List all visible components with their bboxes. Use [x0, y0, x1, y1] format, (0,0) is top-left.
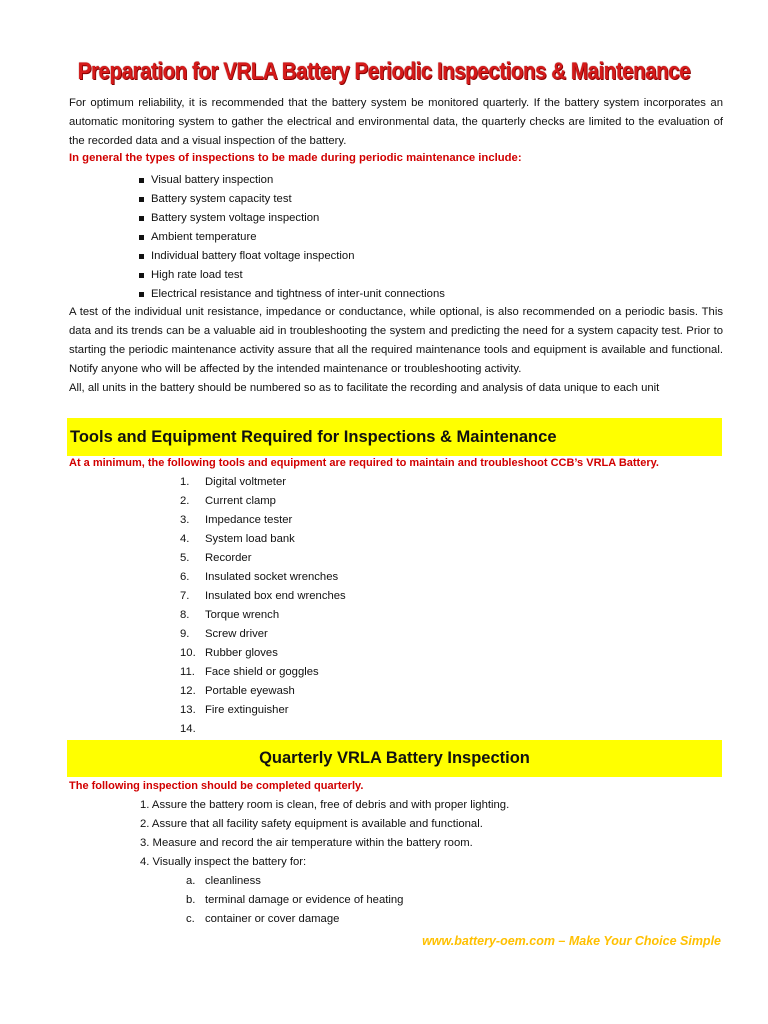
- list-item: [180, 625, 346, 644]
- list-item: [180, 473, 346, 492]
- item-number: 13.: [180, 704, 196, 716]
- tools-section-heading: Tools and Equipment Required for Inspections & Maintenance: [67, 418, 722, 456]
- item-letter: a.: [186, 875, 196, 887]
- list-item: [180, 644, 346, 663]
- item-number: 12.: [180, 685, 196, 697]
- visual-inspection-sublist: [186, 872, 403, 929]
- inspection-types-heading: In general the types of inspections to be made during periodic maintenance include:: [69, 152, 522, 164]
- list-item: [186, 872, 403, 891]
- list-item: Ambient temperature: [139, 228, 445, 247]
- list-item: [186, 891, 403, 910]
- tools-section-note: At a minimum, the following tools and equipment are required to maintain and troubleshoot CCB’s VRLA Battery.: [69, 457, 659, 469]
- item-number: 4.: [180, 533, 190, 545]
- inspection-types-list: [139, 171, 445, 304]
- item-label: System load bank: [205, 533, 295, 545]
- quarterly-section-note: The following inspection should be completed quarterly.: [69, 780, 364, 792]
- quarterly-section-heading: Quarterly VRLA Battery Inspection: [67, 740, 722, 777]
- footer-link[interactable]: www.battery-oem.com – Make Your Choice Simple: [422, 934, 721, 948]
- list-item: 1. Assure the battery room is clean, free of debris and with proper lighting.: [140, 799, 510, 811]
- quarterly-steps-list: [140, 796, 509, 872]
- list-item: [180, 682, 346, 701]
- item-number: 3.: [180, 514, 190, 526]
- item-label: Fire extinguisher: [205, 704, 289, 716]
- item-label: Current clamp: [205, 495, 276, 507]
- list-item: [180, 606, 346, 625]
- item-label: container or cover damage: [205, 913, 340, 925]
- list-item: 4. Visually inspect the battery for:: [140, 856, 307, 868]
- list-item: Visual battery inspection: [139, 171, 445, 190]
- item-label: Impedance tester: [205, 514, 293, 526]
- item-label: Insulated box end wrenches: [205, 590, 346, 602]
- item-number: 8.: [180, 609, 190, 621]
- item-number: 5.: [180, 552, 190, 564]
- numbering-note: All, all units in the battery should be numbered so as to facilitate the recording and analysis of data unique to each unit: [69, 382, 660, 394]
- item-label: Rubber gloves: [205, 647, 278, 659]
- body-paragraph: A test of the individual unit resistance, impedance or conductance, while optional, is also recommended on a periodic basis. This data and its trends can be a valuable aid in troubleshooting the system and predicting the need for a system capacity test. Prior to starting the periodic maintenance activity assure that all the required maintenance tools and equipment is available and functional. Notify anyone who will be affected by the intended maintenance or troubleshooting activity.: [69, 306, 723, 375]
- list-item: High rate load test: [139, 266, 445, 285]
- item-number: 14.: [180, 723, 196, 735]
- list-item: [180, 663, 346, 682]
- list-item: [180, 511, 346, 530]
- list-item: [180, 568, 346, 587]
- item-label: cleanliness: [205, 875, 261, 887]
- item-label: Insulated socket wrenches: [205, 571, 339, 583]
- item-label: Digital voltmeter: [205, 476, 286, 488]
- list-item: Individual battery float voltage inspection: [139, 247, 445, 266]
- list-item: Battery system voltage inspection: [139, 209, 445, 228]
- item-number: 1.: [180, 476, 190, 488]
- item-label: Recorder: [205, 552, 252, 564]
- item-number: 2.: [180, 495, 190, 507]
- item-label: Torque wrench: [205, 609, 280, 621]
- item-label: Portable eyewash: [205, 685, 295, 697]
- item-number: 6.: [180, 571, 190, 583]
- list-item: Battery system capacity test: [139, 190, 445, 209]
- page-title: Preparation for VRLA Battery Periodic Inspections & Maintenance: [77, 58, 691, 85]
- list-item: [180, 530, 346, 549]
- list-item: [180, 549, 346, 568]
- list-item: [180, 701, 346, 720]
- intro-paragraph: For optimum reliability, it is recommended that the battery system be monitored quarterly. If the battery system incorporates an automatic monitoring system to gather the electrical and environmental data, the quarterly checks are limited to the evaluation of the recorded data and a visual inspection of the battery.: [69, 97, 723, 147]
- list-item: [180, 720, 346, 739]
- item-letter: c.: [186, 913, 195, 925]
- item-number: 10.: [180, 647, 196, 659]
- list-item: [180, 587, 346, 606]
- list-item: 3. Measure and record the air temperature within the battery room.: [140, 837, 473, 849]
- item-number: 7.: [180, 590, 190, 602]
- item-number: 11.: [180, 666, 195, 678]
- item-label: Screw driver: [205, 628, 268, 640]
- item-label: terminal damage or evidence of heating: [205, 894, 404, 906]
- list-item: [180, 492, 346, 511]
- tools-list: [180, 473, 346, 739]
- item-label: Face shield or goggles: [205, 666, 319, 678]
- list-item: [186, 910, 403, 929]
- list-item: Electrical resistance and tightness of inter-unit connections: [139, 285, 445, 304]
- list-item: 2. Assure that all facility safety equipment is available and functional.: [140, 818, 483, 830]
- item-number: 9.: [180, 628, 190, 640]
- item-letter: b.: [186, 894, 196, 906]
